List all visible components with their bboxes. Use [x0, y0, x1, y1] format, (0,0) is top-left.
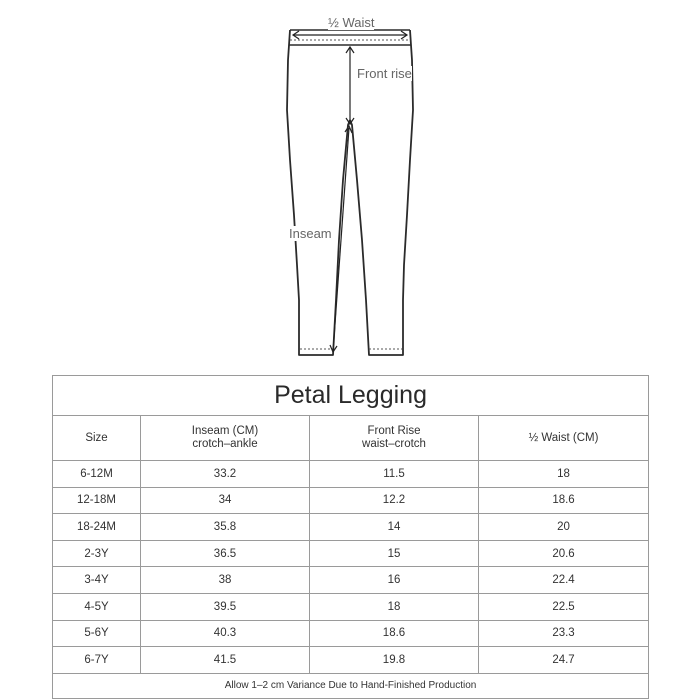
waist-dimension-label: ½ Waist: [328, 15, 375, 30]
front-rise-dimension-label: Front rise: [357, 66, 412, 81]
table-row: [53, 593, 649, 620]
header-half-waist: [479, 416, 649, 461]
cell-front-rise: 18.6: [310, 620, 479, 647]
cell-inseam: 38: [141, 567, 310, 594]
header-size: [53, 416, 141, 461]
cell-front-rise: 19.8: [310, 647, 479, 674]
cell-front-rise: 16: [310, 567, 479, 594]
cell-front-rise: 18: [310, 593, 479, 620]
table-row: [53, 514, 649, 541]
header-row: [53, 416, 649, 461]
cell-half-waist: 24.7: [479, 647, 649, 674]
header-front-rise-line2: waist–crotch: [362, 438, 426, 450]
table-row: [53, 461, 649, 488]
cell-size: 4-5Y: [53, 593, 141, 620]
cell-inseam: 36.5: [141, 540, 310, 567]
cell-half-waist: 18: [479, 461, 649, 488]
variance-footnote: Allow 1–2 cm Variance Due to Hand-Finished Production: [53, 673, 649, 698]
footnote-row: [53, 673, 649, 698]
inseam-dimension-label: Inseam: [289, 226, 332, 241]
cell-inseam: 39.5: [141, 593, 310, 620]
header-inseam-line1: Inseam (CM): [191, 425, 259, 437]
header-size-line1: Size: [85, 431, 108, 444]
size-chart-table: [52, 375, 649, 699]
cell-half-waist: 20.6: [479, 540, 649, 567]
title-row: [53, 376, 649, 416]
cell-front-rise: 15: [310, 540, 479, 567]
cell-size: 6-7Y: [53, 647, 141, 674]
table-row: [53, 487, 649, 514]
cell-inseam: 34: [141, 487, 310, 514]
cell-half-waist: 22.5: [479, 593, 649, 620]
cell-size: 18-24M: [53, 514, 141, 541]
header-inseam-line2: crotch–ankle: [192, 438, 258, 450]
cell-size: 12-18M: [53, 487, 141, 514]
cell-size: 6-12M: [53, 461, 141, 488]
cell-half-waist: 20: [479, 514, 649, 541]
cell-half-waist: 22.4: [479, 567, 649, 594]
header-front-rise-line1: Front Rise: [367, 425, 421, 437]
table-row: [53, 620, 649, 647]
cell-size: 2-3Y: [53, 540, 141, 567]
cell-front-rise: 14: [310, 514, 479, 541]
header-inseam: [141, 416, 310, 461]
cell-inseam: 35.8: [141, 514, 310, 541]
cell-half-waist: 18.6: [479, 487, 649, 514]
cell-size: 5-6Y: [53, 620, 141, 647]
table-row: [53, 647, 649, 674]
cell-front-rise: 11.5: [310, 461, 479, 488]
table-title: Petal Legging: [53, 376, 649, 416]
table-row: [53, 567, 649, 594]
header-half-waist-line1: ½ Waist (CM): [528, 431, 599, 444]
header-front-rise: [310, 416, 479, 461]
cell-inseam: 33.2: [141, 461, 310, 488]
table-row: [53, 540, 649, 567]
cell-inseam: 41.5: [141, 647, 310, 674]
cell-inseam: 40.3: [141, 620, 310, 647]
cell-front-rise: 12.2: [310, 487, 479, 514]
cell-half-waist: 23.3: [479, 620, 649, 647]
cell-size: 3-4Y: [53, 567, 141, 594]
